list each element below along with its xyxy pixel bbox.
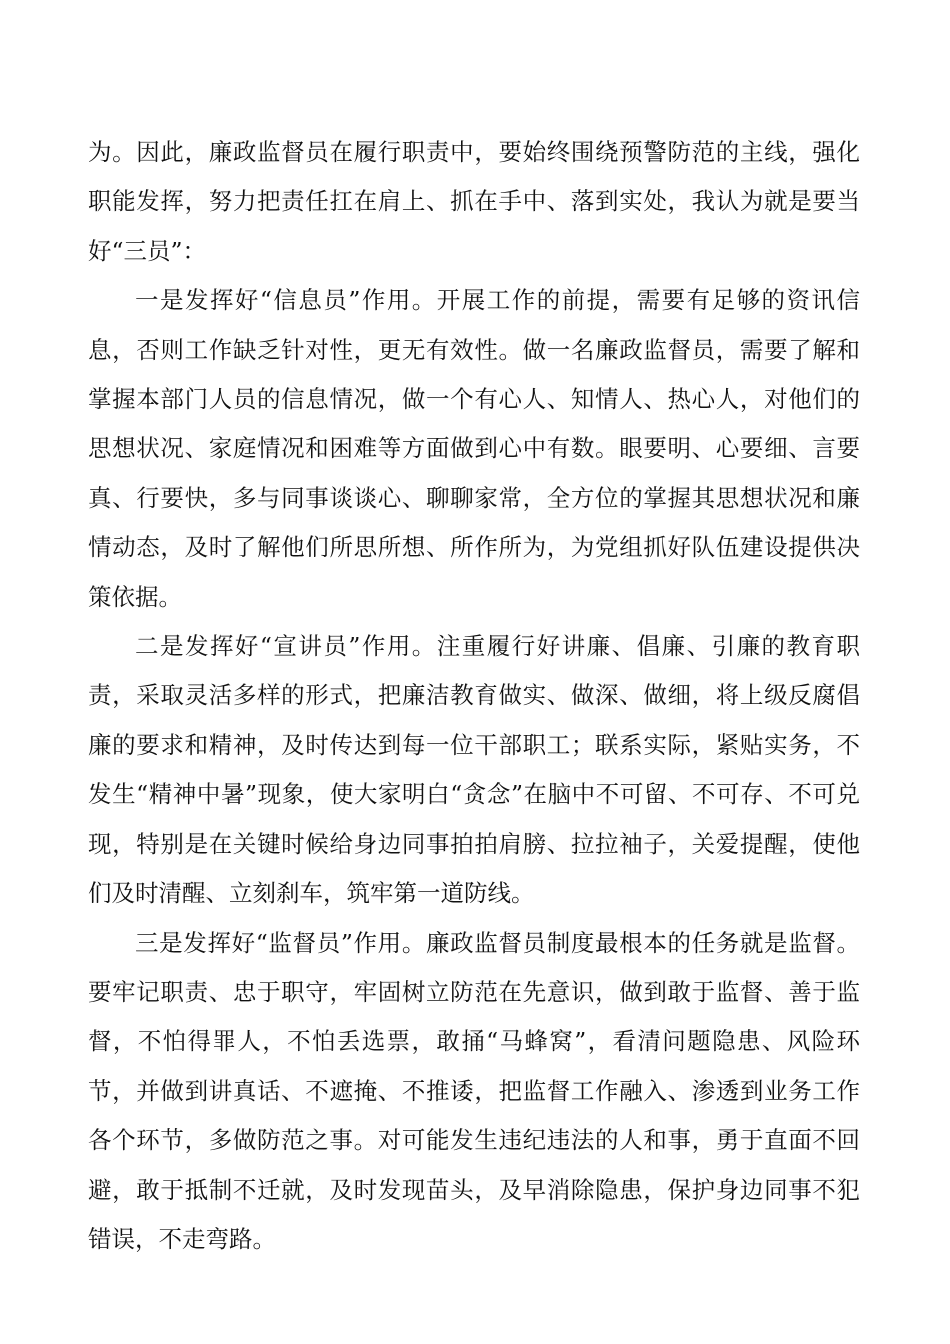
paragraph-information-officer: 一是发挥好“信息员”作用。开展工作的前提，需要有足够的资讯信息，否则工作缺乏针对性，更无有效性。做一名廉政监督员，需要了解和掌握本部门人员的信息情况，做一个有心人、知情人、热心人，对他们的思想状况、家庭情况和困难等方面做到心中有数。眼要明、心要细、言要真、行要快，多与同事谈谈心、聊聊家常，全方位的掌握其思想状况和廉情动态，及时了解他们所思所想、所作所为，为党组抓好队伍建设提供决策依据。 xyxy=(88,286,860,611)
paragraph-supervision-officer: 三是发挥好“监督员”作用。廉政监督员制度最根本的任务就是监督。要牢记职责、忠于职守，牢固树立防范在先意识，做到敢于监督、善于监督，不怕得罪人，不怕丢选票，敢捅“马蜂窝”，看清问题隐患、风险环节，并做到讲真话、不遮掩、不推诿，把监督工作融入、渗透到业务工作各个环节，多做防范之事。对可能发生违纪违法的人和事，勇于直面不回避，敢于抵制不迁就，及时发现苗头，及早消除隐患，保护身边同事不犯错误，不走弯路。 xyxy=(88,928,860,1253)
document-body xyxy=(88,128,860,1264)
paragraph-continuation: 为。因此，廉政监督员在履行职责中，要始终围绕预警防范的主线，强化职能发挥，努力把责任扛在肩上、抓在手中、落到实处，我认为就是要当好“三员”： xyxy=(88,138,860,265)
paragraph-publicity-officer: 二是发挥好“宣讲员”作用。注重履行好讲廉、倡廉、引廉的教育职责，采取灵活多样的形式，把廉洁教育做实、做深、做细，将上级反腐倡廉的要求和精神，及时传达到每一位干部职工；联系实际，紧贴实务，不发生“精神中暑”现象，使大家明白“贪念”在脑中不可留、不可存、不可兑现，特别是在关键时候给身边同事拍拍肩膀、拉拉袖子，关爱提醒，使他们及时清醒、立刻刹车，筑牢第一道防线。 xyxy=(88,632,860,908)
